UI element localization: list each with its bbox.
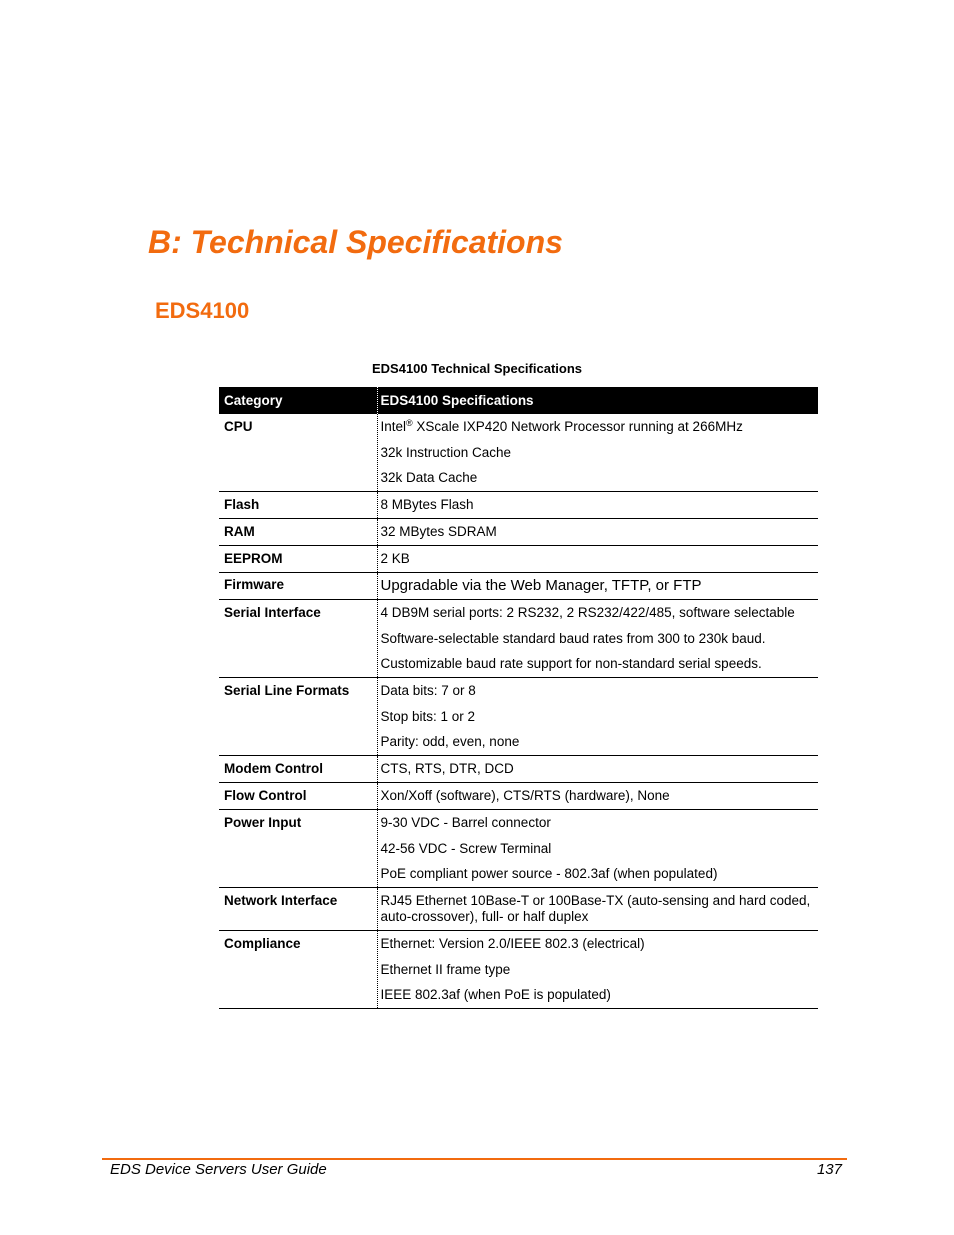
footer-title: EDS Device Servers User Guide xyxy=(110,1161,327,1178)
row-category: Flow Control xyxy=(219,783,377,810)
footer-divider xyxy=(102,1158,847,1160)
spec-line xyxy=(381,419,817,435)
section-title: EDS4100 xyxy=(155,298,250,323)
row-values xyxy=(377,810,818,888)
row-values xyxy=(377,783,818,810)
row-values xyxy=(377,756,818,783)
row-values xyxy=(377,888,818,931)
spec-line: 42-56 VDC - Screw Terminal xyxy=(380,840,552,856)
spec-line: Stop bits: 1 or 2 xyxy=(380,708,476,724)
table-row xyxy=(219,783,818,810)
row-category: Compliance xyxy=(219,931,377,1009)
spec-line: 32k Instruction Cache xyxy=(380,444,512,460)
row-values xyxy=(377,492,818,519)
row-category: RAM xyxy=(219,519,377,546)
row-category: Serial Interface xyxy=(219,600,377,678)
spec-line: Ethernet II frame type xyxy=(380,961,511,977)
table-row xyxy=(219,888,818,931)
spec-line: Upgradable via the Web Manager, TFTP, or FTP xyxy=(380,577,702,594)
spec-line: 2 KB xyxy=(380,551,410,566)
spec-line: IEEE 802.3af (when PoE is populated) xyxy=(380,987,611,1002)
row-category: CPU xyxy=(219,414,377,492)
spec-text: Intel xyxy=(380,419,407,434)
spec-line: RJ45 Ethernet 10Base-T or 100Base-TX (auto-sensing and hard coded, auto-crossover), full- or half duplex xyxy=(380,893,811,924)
row-values xyxy=(377,678,818,756)
row-category: Network Interface xyxy=(219,888,377,931)
row-category: EEPROM xyxy=(219,546,377,573)
row-values xyxy=(377,519,818,546)
header-category: Category xyxy=(219,387,377,414)
table-row xyxy=(219,492,818,519)
row-values xyxy=(377,414,818,492)
spec-line: 9-30 VDC - Barrel connector xyxy=(380,815,551,830)
table-row xyxy=(219,519,818,546)
spec-line: 8 MBytes Flash xyxy=(380,497,474,512)
row-category: Firmware xyxy=(219,573,377,600)
table-row xyxy=(219,414,818,492)
row-category: Serial Line Formats xyxy=(219,678,377,756)
row-category: Flash xyxy=(219,492,377,519)
spec-table xyxy=(219,387,818,1009)
table-header-row xyxy=(219,387,818,414)
spec-line: Customizable baud rate support for non-standard serial speeds. xyxy=(380,656,762,671)
table-row xyxy=(219,931,818,1009)
row-values xyxy=(377,546,818,573)
spec-line: 32k Data Cache xyxy=(380,470,478,485)
spec-line: Xon/Xoff (software), CTS/RTS (hardware), None xyxy=(380,788,670,803)
spec-line: Ethernet: Version 2.0/IEEE 802.3 (electrical) xyxy=(380,936,645,951)
spec-line: Software-selectable standard baud rates from 300 to 230k baud. xyxy=(380,630,766,646)
registered-mark: ® xyxy=(406,418,413,428)
row-category: Power Input xyxy=(219,810,377,888)
row-category: Modem Control xyxy=(219,756,377,783)
spec-line: PoE compliant power source - 802.3af (when populated) xyxy=(380,866,718,881)
spec-line: Parity: odd, even, none xyxy=(380,734,520,749)
spec-line: 32 MBytes SDRAM xyxy=(380,524,497,539)
table-row xyxy=(219,678,818,756)
row-values xyxy=(377,600,818,678)
spec-text: XScale IXP420 Network Processor running at 266MHz xyxy=(412,419,743,434)
chapter-title: B: Technical Specifications xyxy=(148,224,563,260)
spec-line: 4 DB9M serial ports: 2 RS232, 2 RS232/422/485, software selectable xyxy=(380,605,795,620)
row-values xyxy=(377,573,818,600)
page-number: 137 xyxy=(816,1161,842,1178)
row-values xyxy=(377,931,818,1009)
table-row xyxy=(219,573,818,600)
table-row xyxy=(219,546,818,573)
table-row xyxy=(219,810,818,888)
table-caption: EDS4100 Technical Specifications xyxy=(371,361,582,376)
table-row xyxy=(219,600,818,678)
spec-line: Data bits: 7 or 8 xyxy=(380,683,476,698)
table-row xyxy=(219,756,818,783)
spec-line: CTS, RTS, DTR, DCD xyxy=(380,761,514,776)
header-specifications: EDS4100 Specifications xyxy=(377,387,818,414)
